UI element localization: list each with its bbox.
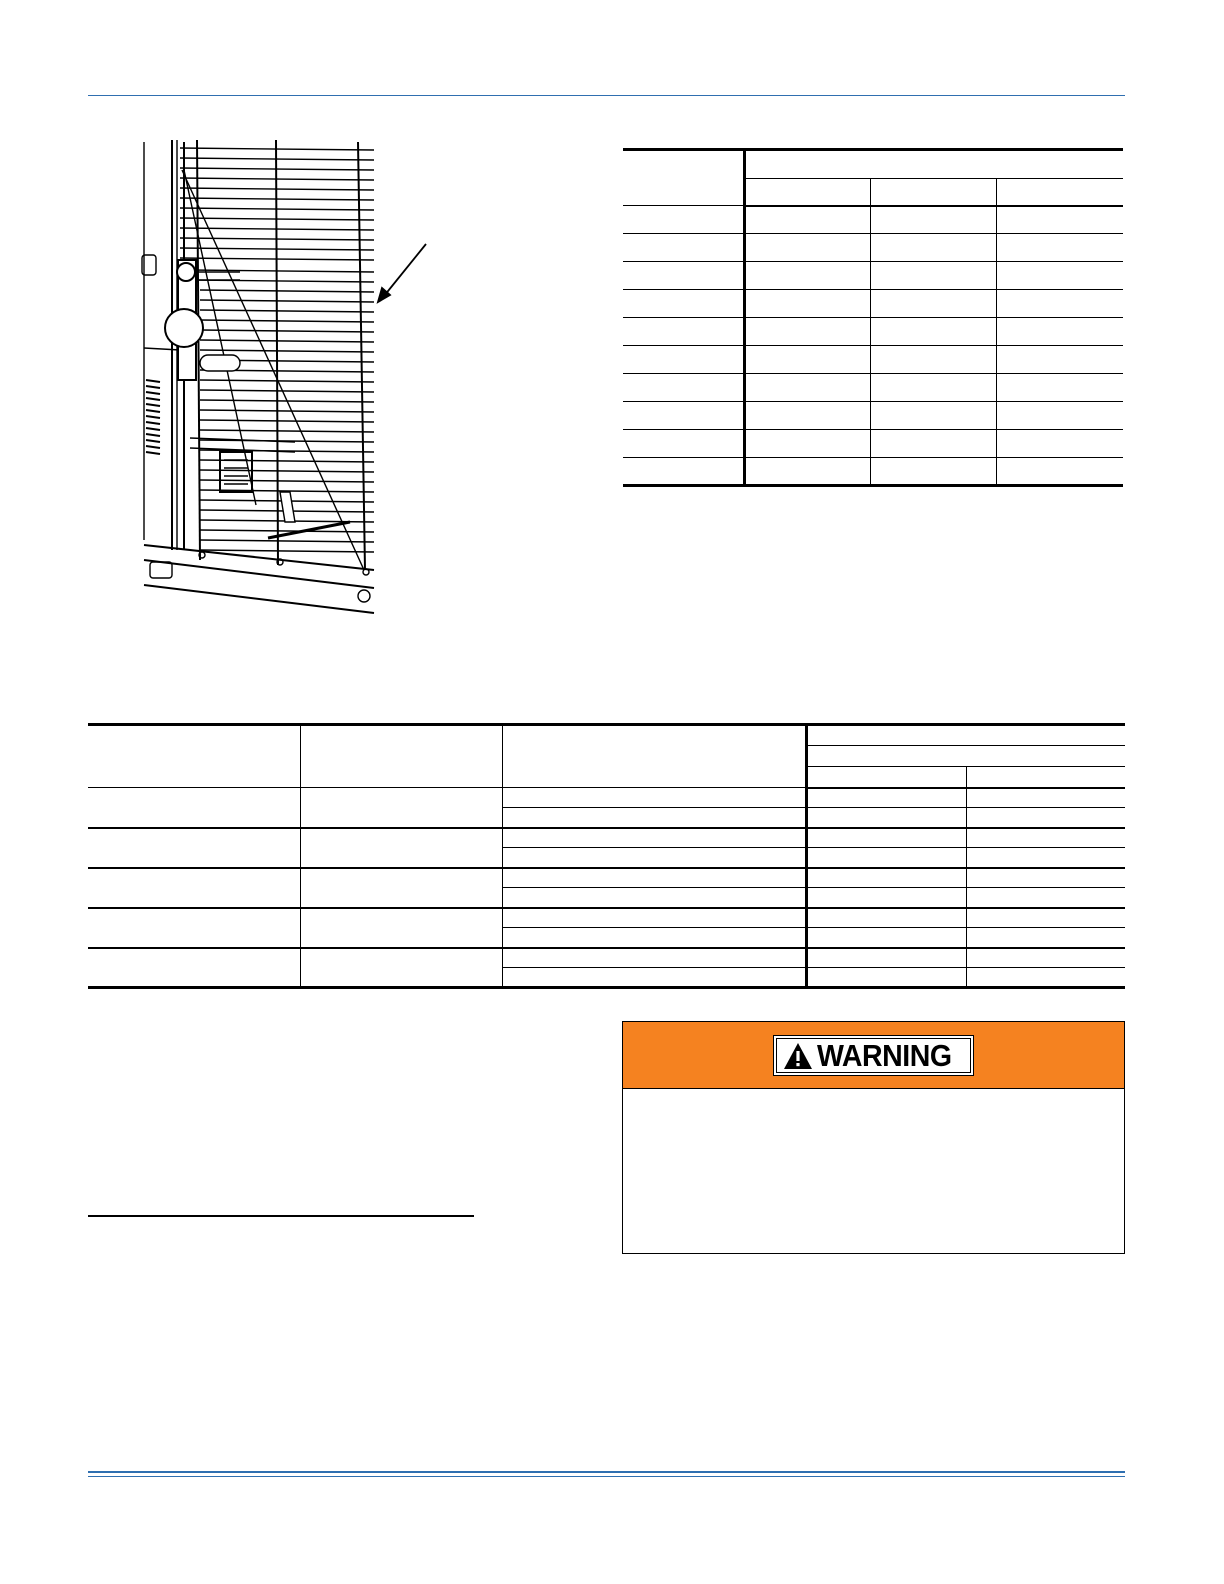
table-row — [623, 290, 1123, 318]
table-row — [88, 948, 1125, 968]
table1-subheader — [996, 179, 1123, 206]
warning-label — [773, 1035, 973, 1076]
header-rule — [88, 95, 1125, 96]
table-row — [623, 402, 1123, 430]
table-row — [623, 430, 1123, 458]
warning-box — [622, 1021, 1125, 1254]
table2-header — [502, 725, 806, 788]
table-row — [623, 346, 1123, 374]
table-row — [88, 868, 1125, 888]
table2-subheader — [966, 767, 1125, 788]
table-row — [88, 788, 1125, 808]
table-row — [88, 908, 1125, 928]
unit-illustration — [120, 130, 450, 630]
table2-header-subgroup — [806, 746, 1125, 767]
table-2 — [88, 723, 1125, 989]
table1-subheader — [744, 179, 870, 206]
table-row — [623, 374, 1123, 402]
table-row — [623, 262, 1123, 290]
table2-header — [88, 725, 300, 788]
section-rule — [88, 1215, 474, 1217]
table-row — [623, 318, 1123, 346]
warning-title: WARNING — [817, 1038, 952, 1073]
unit-grille-figure — [120, 130, 450, 630]
table-row — [88, 828, 1125, 848]
table-1 — [623, 148, 1123, 487]
warning-triangle-icon — [783, 1042, 813, 1070]
table-row — [623, 458, 1123, 486]
table-row — [623, 234, 1123, 262]
footer-rule — [88, 1471, 1125, 1473]
table2-header — [300, 725, 502, 788]
table-row — [623, 206, 1123, 234]
table1-header-group — [744, 150, 1123, 179]
table2-subheader — [806, 767, 966, 788]
footer-rule-thin — [88, 1476, 1125, 1477]
table1-header-label — [623, 150, 744, 206]
table2-header-group — [806, 725, 1125, 746]
table1-subheader — [870, 179, 996, 206]
warning-header — [623, 1022, 1124, 1089]
